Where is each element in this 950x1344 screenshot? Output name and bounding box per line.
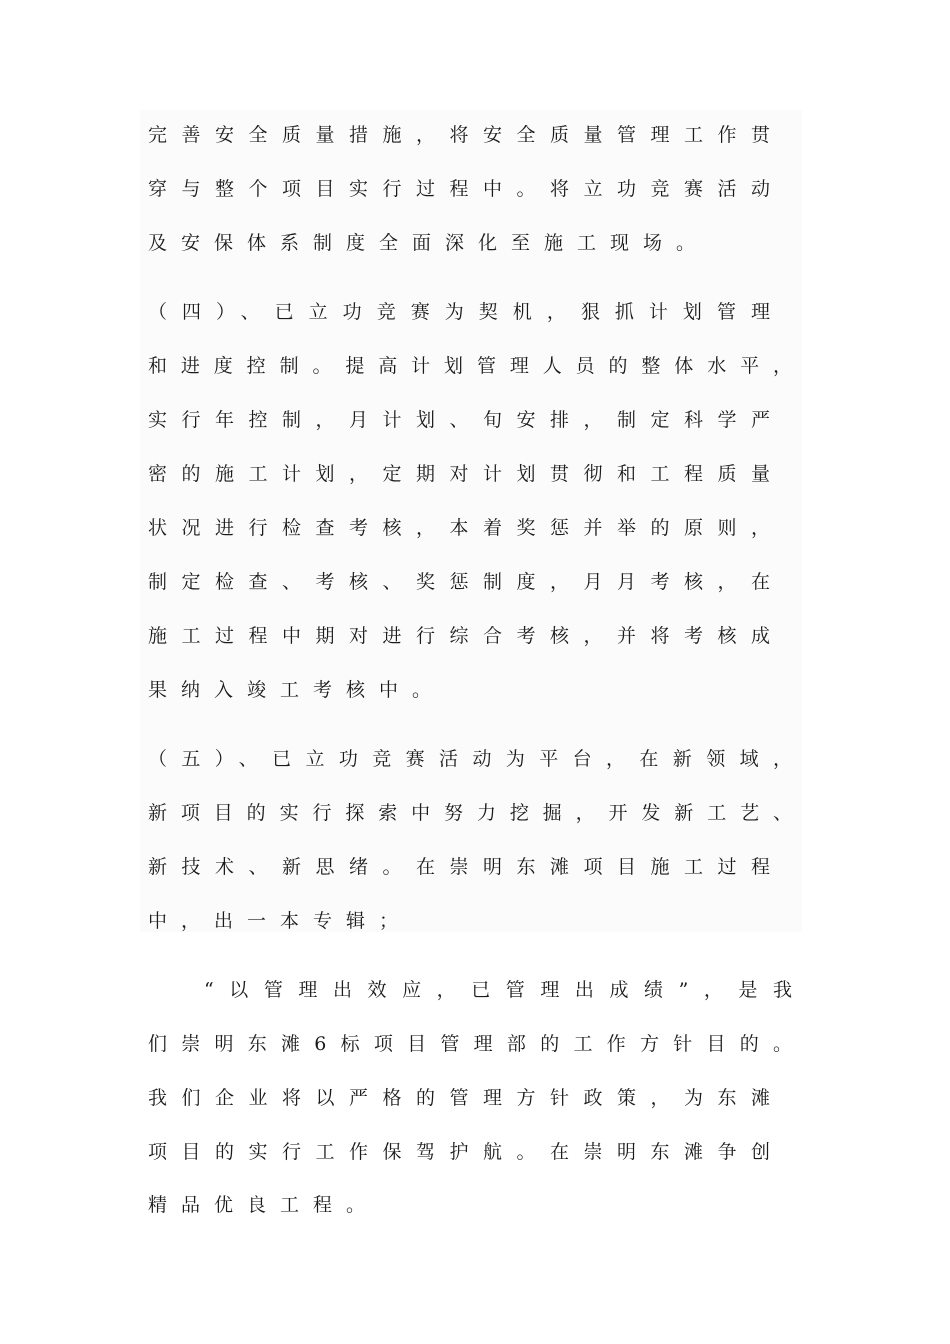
text-line-20: 精品优良工程。 xyxy=(148,1194,380,1216)
text-line-4: （四）、已立功竞赛为契机，狠抓计划管理 xyxy=(148,301,770,323)
text-line-16: “以管理出效应，已管理出成绩”，是我 xyxy=(204,979,792,1001)
text-line-3: 及安保体系制度全面深化至施工现场。 xyxy=(148,232,710,254)
text-line-10: 施工过程中期对进行综合考核，并将考核成 xyxy=(148,625,770,647)
text-line-12: （五）、已立功竞赛活动为平台，在新领域， xyxy=(148,748,792,770)
text-line-15: 中，出一本专辑； xyxy=(148,910,413,932)
text-line-8: 状况进行检查考核，本着奖惩并举的原则， xyxy=(148,517,770,539)
text-line-1: 完善安全质量措施，将安全质量管理工作贯 xyxy=(148,124,770,146)
text-line-5: 和进度控制。提高计划管理人员的整体水平， xyxy=(148,355,792,377)
text-line-2: 穿与整个项目实行过程中。将立功竞赛活动 xyxy=(148,178,770,200)
text-line-11: 果纳入竣工考核中。 xyxy=(148,679,446,701)
text-line-14: 新技术、新思绪。在崇明东滩项目施工过程 xyxy=(148,856,770,878)
text-line-6: 实行年控制，月计划、旬安排，制定科学严 xyxy=(148,409,770,431)
text-line-7: 密的施工计划，定期对计划贯彻和工程质量 xyxy=(148,463,770,485)
text-line-17: 们崇明东滩6标项目管理部的工作方针目的。 xyxy=(148,1033,792,1055)
text-line-9: 制定检查、考核、奖惩制度，月月考核，在 xyxy=(148,571,770,593)
text-line-19: 项目的实行工作保驾护航。在崇明东滩争创 xyxy=(148,1141,770,1163)
text-line-18: 我们企业将以严格的管理方针政策，为东滩 xyxy=(148,1087,770,1109)
text-line-13: 新项目的实行探索中努力挖掘，开发新工艺、 xyxy=(148,802,792,824)
